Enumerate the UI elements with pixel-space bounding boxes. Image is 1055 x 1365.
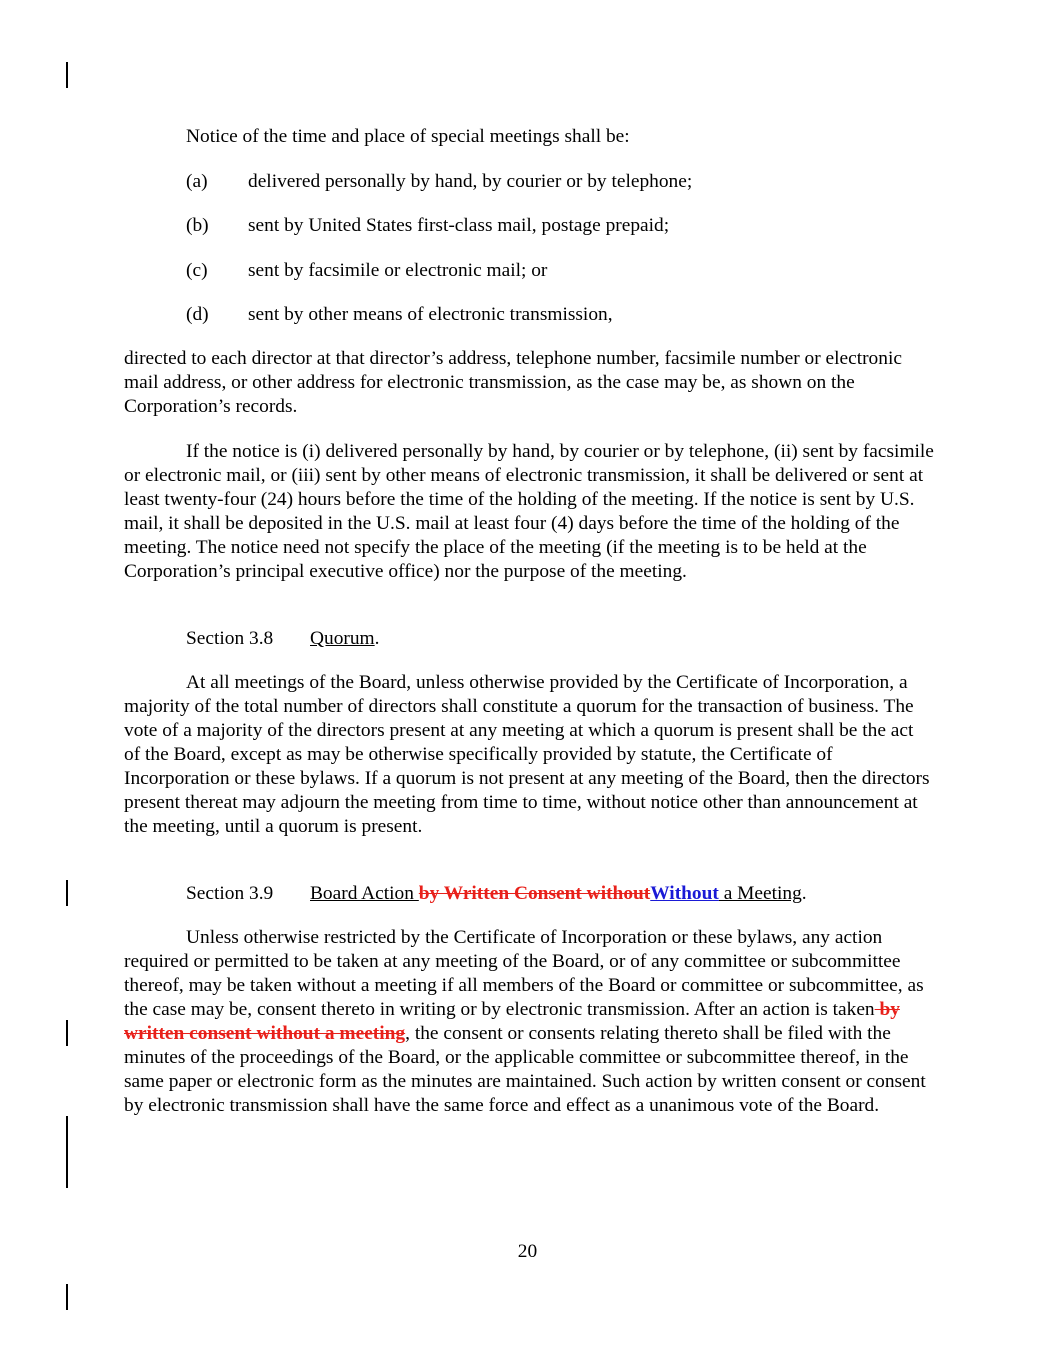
section-3-8-heading <box>186 627 380 651</box>
list-label: (b) <box>186 215 209 236</box>
change-bar <box>66 880 68 906</box>
section-title-start: Board Action <box>310 883 419 904</box>
list-text: sent by facsimile or electronic mail; or <box>248 260 548 281</box>
action-text-before: Unless otherwise restricted by the Certificate of Incorporation or these bylaws, any action required or permitted to be taken at any meeting of the Board, or of any committee or subcommittee thereof, may be taken without a meeting if all members of the Board or committee or subcommittee, as the case may be, consent thereto in writing or by electronic transmission. After an action is taken <box>124 927 924 1020</box>
change-bar <box>66 1020 68 1046</box>
notice-paragraph: If the notice is (i) delivered personally by hand, by courier or by telephone, (ii) sent by facsimile or electronic mail, or (iii) sent by other means of electronic transmission, it shall be delivered or sent at least twenty-four (24) hours before the time of the holding of the meeting. If the notice is sent by U.S. mail, it shall be deposited in the U.S. mail at least four (4) days before the time of the holding of the meeting. The notice need not specify the place of the meeting (if the meeting is to be held at the Corporation’s principal executive office) nor the purpose of the meeting. <box>124 441 934 582</box>
quorum-paragraph: At all meetings of the Board, unless otherwise provided by the Certificate of Incorporation, a majority of the total number of directors shall constitute a quorum for the transaction of business. The vote of a majority of the directors present at any meeting at which a quorum is present shall be the act of the Board, except as may be otherwise specifically provided by statute, the Certificate of Incorporation or these bylaws. If a quorum is not present at any meeting of the Board, then the directors present thereat may adjourn the meeting from time to time, without notice other than announcement at the meeting, until a quorum is present. <box>124 672 930 837</box>
list-text: delivered personally by hand, by courier or by telephone; <box>248 171 693 192</box>
change-bar <box>66 62 68 88</box>
intro-line: Notice of the time and place of special meetings shall be: <box>186 126 630 147</box>
list-item-d <box>186 303 613 327</box>
action-paragraph <box>124 926 934 1118</box>
deleted-text: by Written Consent without <box>418 883 651 904</box>
section-title: Quorum <box>310 628 375 649</box>
section-period: . <box>801 883 807 904</box>
directed-paragraph: directed to each director at that director’s address, telephone number, facsimile number or electronic mail address, or other address for electronic transmission, as the case may be, as shown on the Corporation’s records. <box>124 348 902 417</box>
deleted-text: by written consent without a meeting <box>124 999 900 1044</box>
list-label: (a) <box>186 171 208 192</box>
list-item-b <box>186 214 669 238</box>
list-label: (c) <box>186 260 208 281</box>
list-text: sent by United States first-class mail, postage prepaid; <box>248 215 670 236</box>
list-text: sent by other means of electronic transmission, <box>248 304 613 325</box>
section-title-end: a Meeting <box>718 883 802 904</box>
change-bar <box>66 1116 68 1188</box>
list-item-c <box>186 259 547 283</box>
section-period: . <box>374 628 380 649</box>
list-item-a <box>186 170 692 194</box>
section-number: Section 3.8 <box>186 628 274 649</box>
section-3-9-heading <box>186 882 807 906</box>
action-text-after: , the consent or consents relating thereto shall be filed with the minutes of the proceedings of the Board, or the applicable committee or subcommittee thereof, in the same paper or electronic form as the minutes are maintained. Such action by written consent or consent by electronic transmission shall have the same force and effect as a unanimous vote of the Board. <box>124 1023 926 1116</box>
list-label: (d) <box>186 304 209 325</box>
inserted-text: Without <box>650 883 719 904</box>
section-number: Section 3.9 <box>186 883 274 904</box>
change-bar <box>66 1284 68 1310</box>
page-number: 20 <box>517 1241 538 1262</box>
